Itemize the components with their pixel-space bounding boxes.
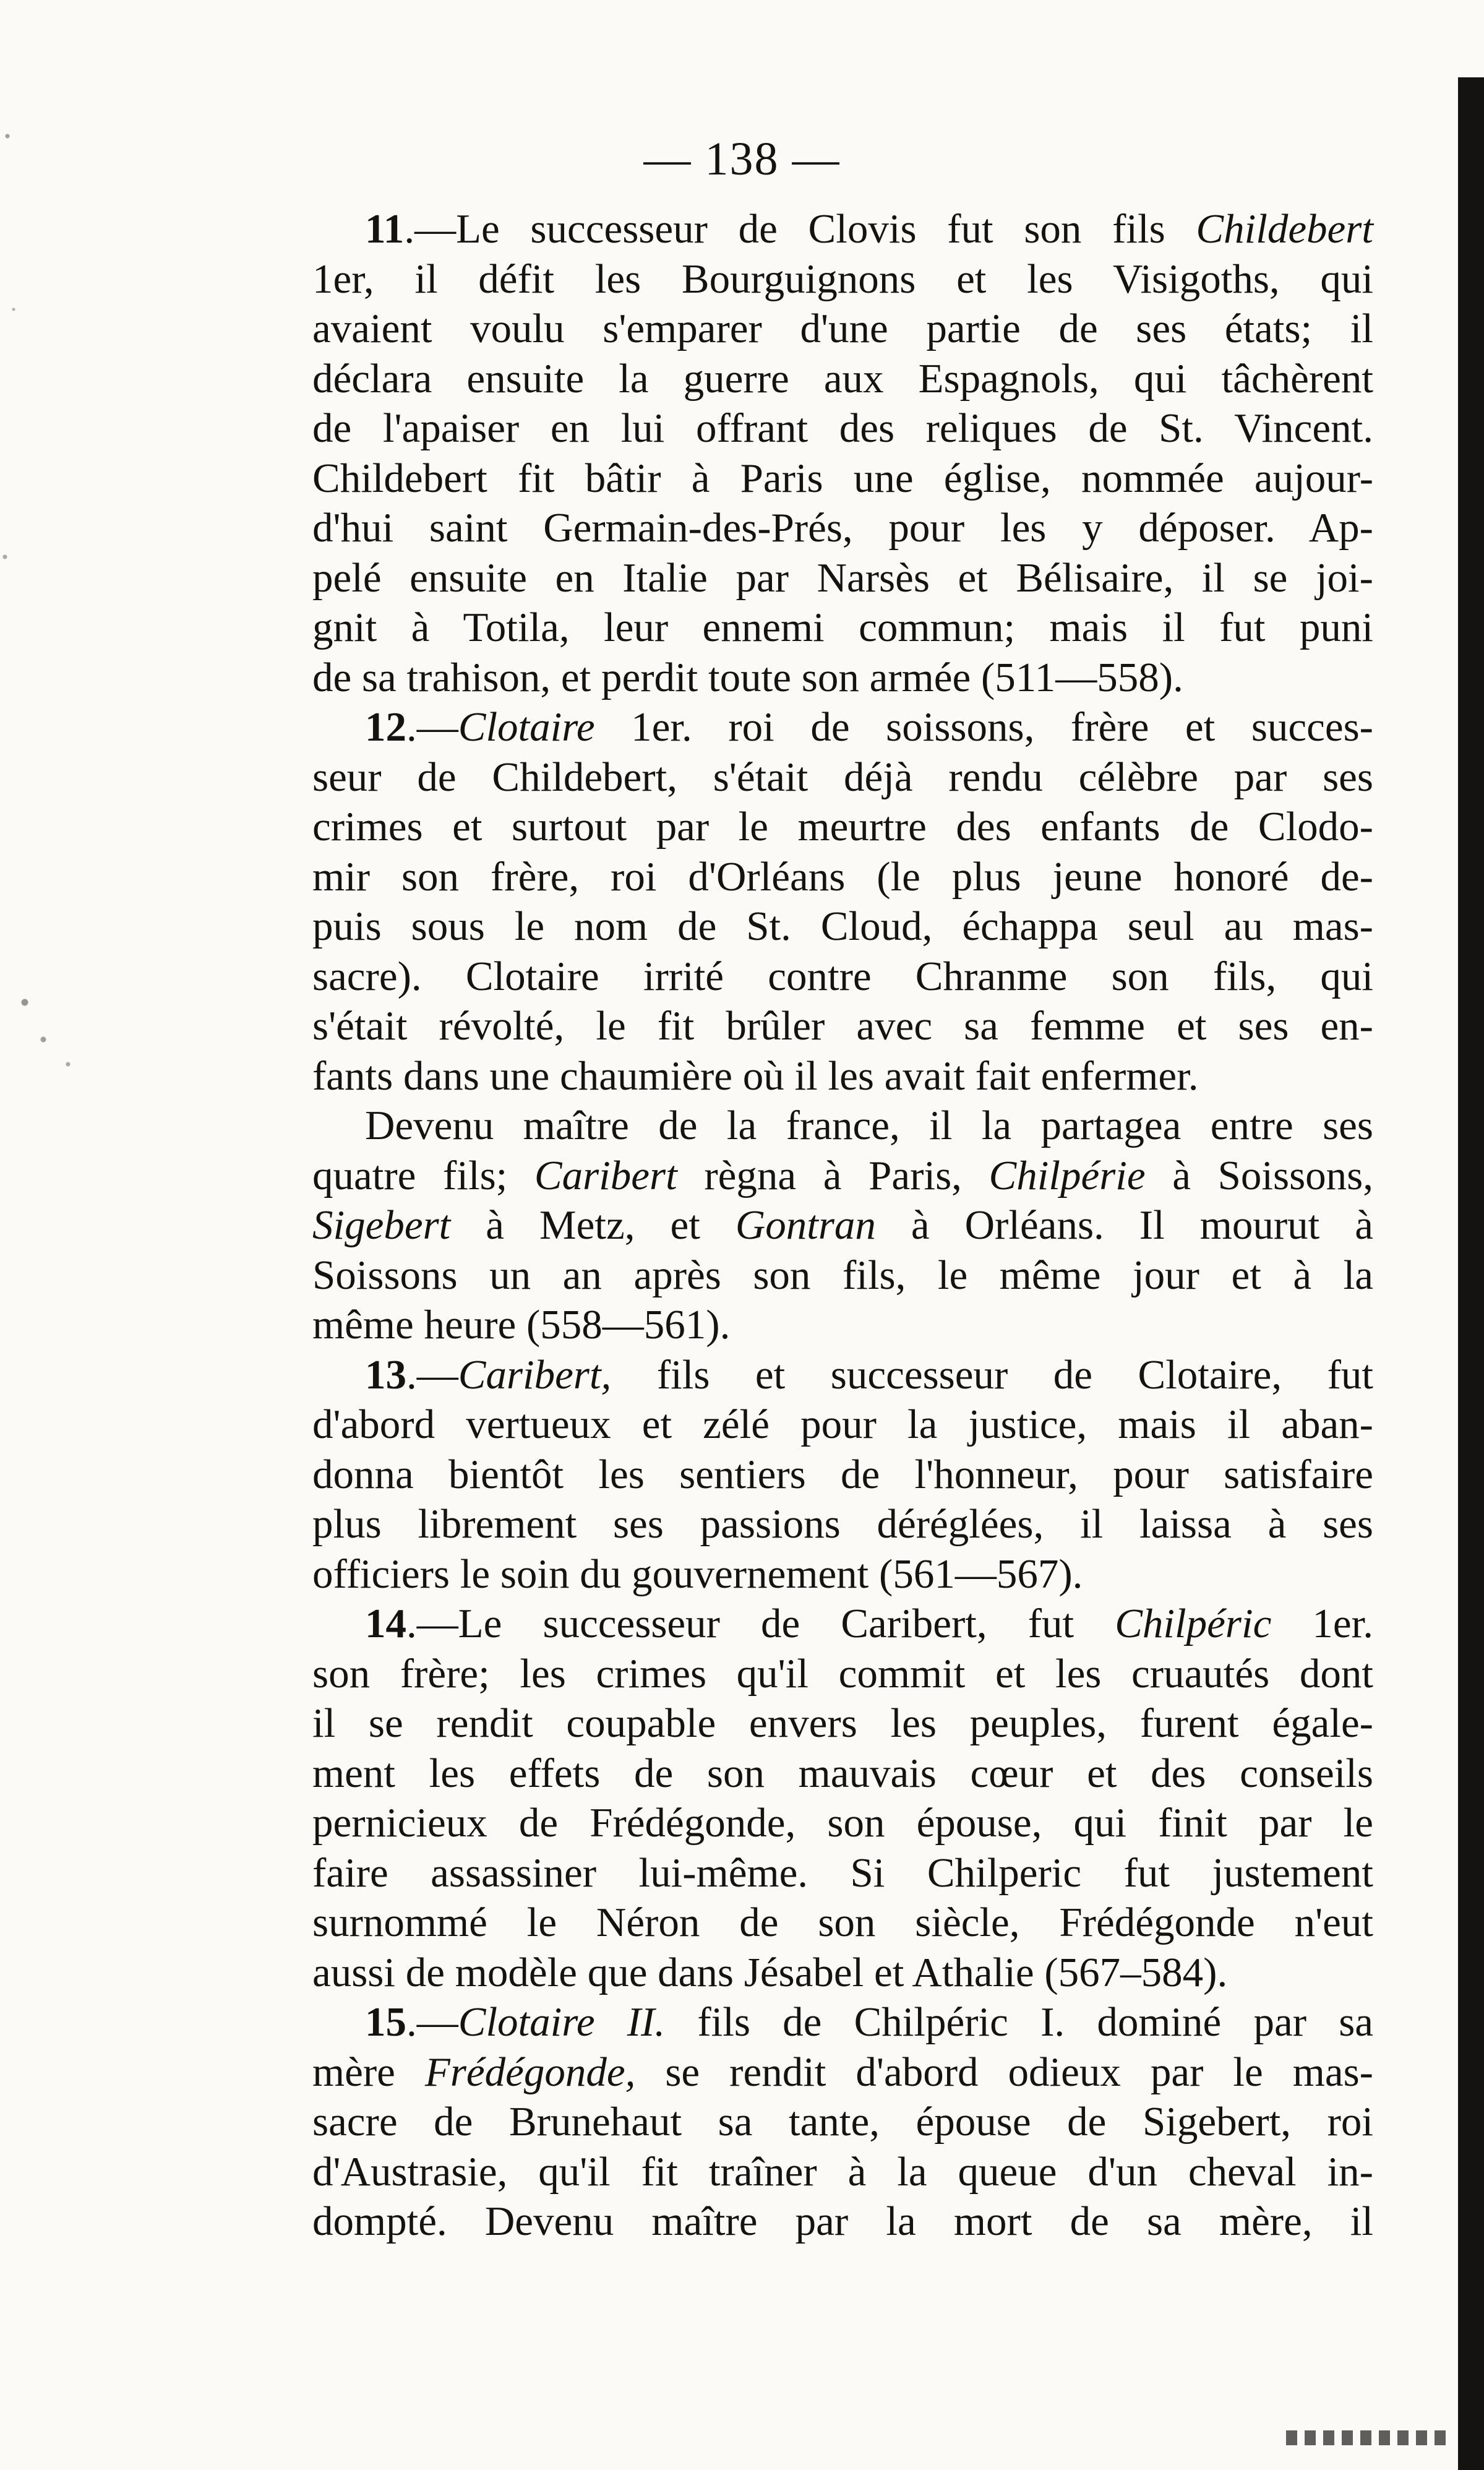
text-span: déclara ensuite la guerre aux Espagnols, qui tâchèrent <box>312 355 1373 402</box>
text-span: .—Le successeur de Caribert, fut <box>406 1601 1115 1646</box>
text-line <box>312 902 1373 952</box>
text-span: ment les effets de son mauvais cœur et des conseils <box>312 1750 1373 1796</box>
text-span: à Soissons, <box>1145 1152 1373 1198</box>
italic-name: Frédégonde, <box>424 2049 636 2095</box>
scan-edge-shadow <box>1458 77 1484 2470</box>
text-line <box>312 1948 1373 1998</box>
text-line <box>312 2047 1373 2098</box>
text-span: quatre fils; <box>312 1152 534 1198</box>
text-span: même heure (558—561). <box>312 1302 731 1348</box>
text-line <box>312 1450 1373 1500</box>
text-span: 1er, il défit les Bourguignons et les Visigoths, qui <box>312 256 1373 302</box>
text-line <box>312 1749 1373 1799</box>
text-line <box>312 354 1373 404</box>
text-span: d'abord vertueux et zélé pour la justice, mais il aban- <box>312 1401 1373 1447</box>
text-line <box>312 1549 1373 1599</box>
text-line <box>312 1698 1373 1749</box>
text-span: à Metz, et <box>450 1202 736 1248</box>
text-span: s'était révolté, le fit brûler avec sa femme et ses en- <box>312 1003 1373 1049</box>
text-span: .— <box>406 1999 458 2045</box>
text-line <box>312 2147 1373 2197</box>
text-span: faire assassiner lui-même. Si Chilperic fut justement <box>312 1849 1373 1896</box>
italic-name: Gontran <box>735 1202 876 1248</box>
text-span: mir son frère, roi d'Orléans (le plus jeune honoré de- <box>312 853 1373 900</box>
scan-bottom-marks <box>1286 2430 1447 2445</box>
italic-name: Caribert, <box>458 1351 612 1398</box>
text-line <box>312 1898 1373 1948</box>
text-line <box>312 2097 1373 2147</box>
text-span: de l'apaiser en lui offrant des reliques de St. Vincent. <box>312 405 1373 451</box>
text-line <box>312 2197 1373 2247</box>
text-span: officiers le soin du gouvernement (561—567). <box>312 1551 1083 1597</box>
text-span: dompté. Devenu maître par la mort de sa mère, il <box>312 2198 1373 2244</box>
text-span: règna à Paris, <box>677 1152 989 1198</box>
text-line <box>312 1001 1373 1051</box>
text-span: pelé ensuite en Italie par Narsès et Bélisaire, il se joi- <box>312 554 1373 601</box>
text-line <box>312 752 1373 803</box>
text-line <box>312 1151 1373 1201</box>
text-span: surnommé le Néron de son siècle, Frédégonde n'eut <box>312 1900 1373 1945</box>
text-span: fils et successeur de Clotaire, fut <box>611 1351 1373 1398</box>
italic-name: Chilpéric <box>1115 1601 1272 1646</box>
text-span: 1er. <box>1271 1601 1373 1646</box>
text-line <box>312 503 1373 553</box>
text-line <box>312 653 1373 703</box>
text-line <box>312 1200 1373 1250</box>
text-span: pernicieux de Frédégonde, son épouse, qui finit par le <box>312 1800 1373 1846</box>
text-span: .— <box>406 1351 458 1398</box>
body-text <box>312 204 1373 2247</box>
text-span: sacre). Clotaire irrité contre Chranme son fils, qui <box>312 953 1373 999</box>
text-span: 1er. roi de soissons, frère et succes- <box>594 704 1373 750</box>
italic-name: Sigebert <box>312 1202 451 1248</box>
text-span: Childebert fit bâtir à Paris une église, nommée aujour- <box>312 455 1373 501</box>
text-span: il se rendit coupable envers les peuples, furent égale- <box>312 1700 1373 1746</box>
text-span: avaient voulu s'emparer d'une partie de ses états; il <box>312 306 1373 351</box>
paragraph-number: 13 <box>365 1351 406 1398</box>
text-line <box>312 254 1373 304</box>
text-line <box>312 1499 1373 1549</box>
text-line <box>312 1300 1373 1350</box>
text-line <box>312 1599 1373 1649</box>
text-span: crimes et surtout par le meurtre des enfants de Clodo- <box>312 804 1373 850</box>
text-line <box>312 1250 1373 1301</box>
text-line <box>312 1101 1373 1151</box>
italic-name: Chilpérie <box>989 1152 1146 1198</box>
text-line <box>312 1649 1373 1699</box>
text-span: se rendit d'abord odieux par le mas- <box>635 2049 1373 2095</box>
text-line <box>312 454 1373 504</box>
text-span: fants dans une chaumière où il les avait fait enfermer. <box>312 1052 1199 1099</box>
paragraph-number: 15 <box>365 1999 406 2045</box>
italic-name: Clotaire <box>458 704 595 750</box>
text-span: de sa trahison, et perdit toute son armée (511—558). <box>312 654 1183 700</box>
paragraph-number: 14 <box>365 1601 406 1646</box>
text-line <box>312 702 1373 752</box>
text-span: Devenu maître de la france, il la partagea entre ses <box>365 1103 1373 1148</box>
text-span: à Orléans. Il mourut à <box>875 1202 1373 1248</box>
text-span: sacre de Brunehaut sa tante, épouse de Sigebert, roi <box>312 2099 1373 2145</box>
paragraph-number: 12 <box>365 704 406 750</box>
text-line <box>312 1400 1373 1450</box>
text-line <box>312 1997 1373 2047</box>
text-span: Soissons un an après son fils, le même jour et à la <box>312 1252 1373 1298</box>
text-span: donna bientôt les sentiers de l'honneur, pour satisfaire <box>312 1451 1373 1497</box>
scan-speckles <box>0 49 93 1101</box>
text-span: .— <box>406 704 458 750</box>
text-span: puis sous le nom de St. Cloud, échappa seul au mas- <box>312 903 1373 949</box>
text-line <box>312 603 1373 653</box>
text-line <box>312 1848 1373 1898</box>
italic-name: Clotaire II. <box>458 1999 666 2045</box>
text-span: plus librement ses passions déréglées, il laissa à ses <box>312 1501 1373 1547</box>
italic-name: Childebert <box>1196 206 1373 252</box>
text-span: d'hui saint Germain-des-Prés, pour les y déposer. Ap- <box>312 505 1373 551</box>
italic-name: Caribert <box>534 1152 677 1198</box>
text-line <box>312 1051 1373 1101</box>
text-span: gnit à Totila, leur ennemi commun; mais il fut puni <box>312 605 1373 650</box>
text-line <box>312 304 1373 354</box>
text-span: seur de Childebert, s'était déjà rendu célèbre par ses <box>312 754 1373 800</box>
text-line <box>312 802 1373 852</box>
text-span: .—Le successeur de Clovis fut son fils <box>404 206 1196 252</box>
text-line <box>312 1798 1373 1848</box>
text-span: son frère; les crimes qu'il commit et les cruautés dont <box>312 1650 1373 1697</box>
text-line <box>312 952 1373 1002</box>
text-span: mère <box>312 2049 425 2095</box>
paragraph-number: 11 <box>365 206 405 252</box>
text-line <box>312 553 1373 603</box>
text-span: d'Austrasie, qu'il fit traîner à la queue d'un cheval in- <box>312 2148 1373 2195</box>
text-line <box>312 1350 1373 1400</box>
text-line <box>312 403 1373 454</box>
page-number: — 138 — <box>643 133 841 185</box>
text-span: aussi de modèle que dans Jésabel et Athalie (567–584). <box>312 1949 1228 1995</box>
text-span: fils de Chilpéric I. dominé par sa <box>665 1999 1374 2045</box>
text-line <box>312 204 1373 254</box>
text-line <box>312 852 1373 902</box>
